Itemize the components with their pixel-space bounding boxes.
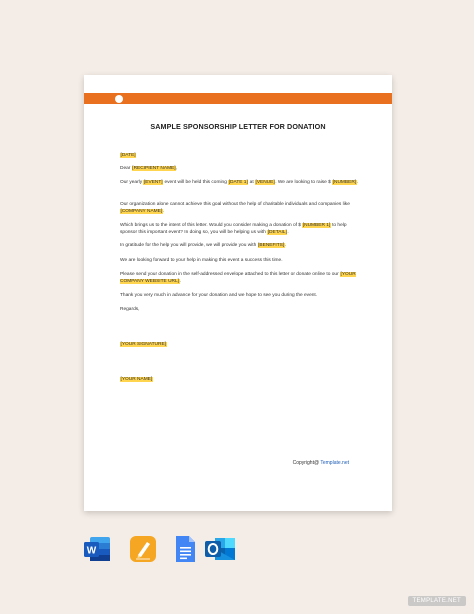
letter-preview <box>84 75 392 511</box>
signature-line <box>120 342 358 349</box>
paragraph-6: Please send your donation in the self-addressed envelope attached to this letter or donate online to our [YOUR COMPANY WEBSITE URL]. <box>120 272 356 284</box>
venue-placeholder: [VENUE] <box>255 180 275 185</box>
brand-link[interactable]: Template.net <box>320 460 349 466</box>
paragraph-7: Thank you very much in advance for your donation and we hope to see you during the event. <box>120 293 318 298</box>
event-placeholder: [EVENT] <box>143 180 163 185</box>
word-icon[interactable] <box>83 535 111 563</box>
number-placeholder: [NUMBER] <box>332 180 357 185</box>
date-placeholder: [DATE] <box>120 153 136 158</box>
detail-placeholder: [DETAIL] <box>267 229 287 235</box>
paragraph-5: We are looking forward to your help in making this event a success this time. <box>120 258 283 263</box>
header-dot <box>115 95 123 103</box>
paragraph-1: Our yearly [EVENT] event will be held this coming [DATE 1] at [VENUE]. We are looking to raise $ [NUMBER]. <box>120 180 358 185</box>
date-line <box>120 153 358 160</box>
salutation: Dear [RECIPIENT NAME], <box>120 166 178 171</box>
paragraph-2: Our organization alone cannot achieve this goal without the help of charitable individuals and companies like [COMPANY NAME]. <box>120 202 350 214</box>
paragraph-3: Which brings us to the intent of this letter. Would you consider making a donation of $ [NUMBER 1] to help sponsor this important event? In doing so, you will be helping us with [DETAIL]. <box>120 223 347 235</box>
outlook-icon[interactable] <box>204 535 232 563</box>
benefits-placeholder: [BENEFITS] <box>258 243 285 248</box>
name-placeholder: [YOUR NAME] <box>120 377 153 382</box>
company-placeholder: [COMPANY NAME] <box>120 208 163 214</box>
website-placeholder: [YOUR COMPANY WEBSITE URL] <box>120 272 356 284</box>
letter-title: SAMPLE SPONSORSHIP LETTER FOR DONATION <box>150 122 326 131</box>
watermark: TEMPLATE.NET <box>408 596 467 606</box>
paragraph-4: In gratitude for the help you will provide, we will provide you with [BENEFITS]. <box>120 243 287 248</box>
signature-placeholder: [YOUR SIGNATURE] <box>120 342 166 347</box>
google-docs-icon[interactable] <box>171 535 199 563</box>
closing: Regards, <box>120 307 140 312</box>
name-line <box>120 377 358 384</box>
recipient-placeholder: [RECIPIENT NAME] <box>132 166 176 171</box>
date1-placeholder: [DATE 1] <box>228 180 248 185</box>
header-bar <box>84 93 392 104</box>
pages-icon[interactable] <box>129 535 157 563</box>
svg-text:W: W <box>86 545 97 557</box>
number1-placeholder: [NUMBER 1] <box>302 223 331 228</box>
copyright-footer: Copyright@ Template.net <box>292 460 349 466</box>
